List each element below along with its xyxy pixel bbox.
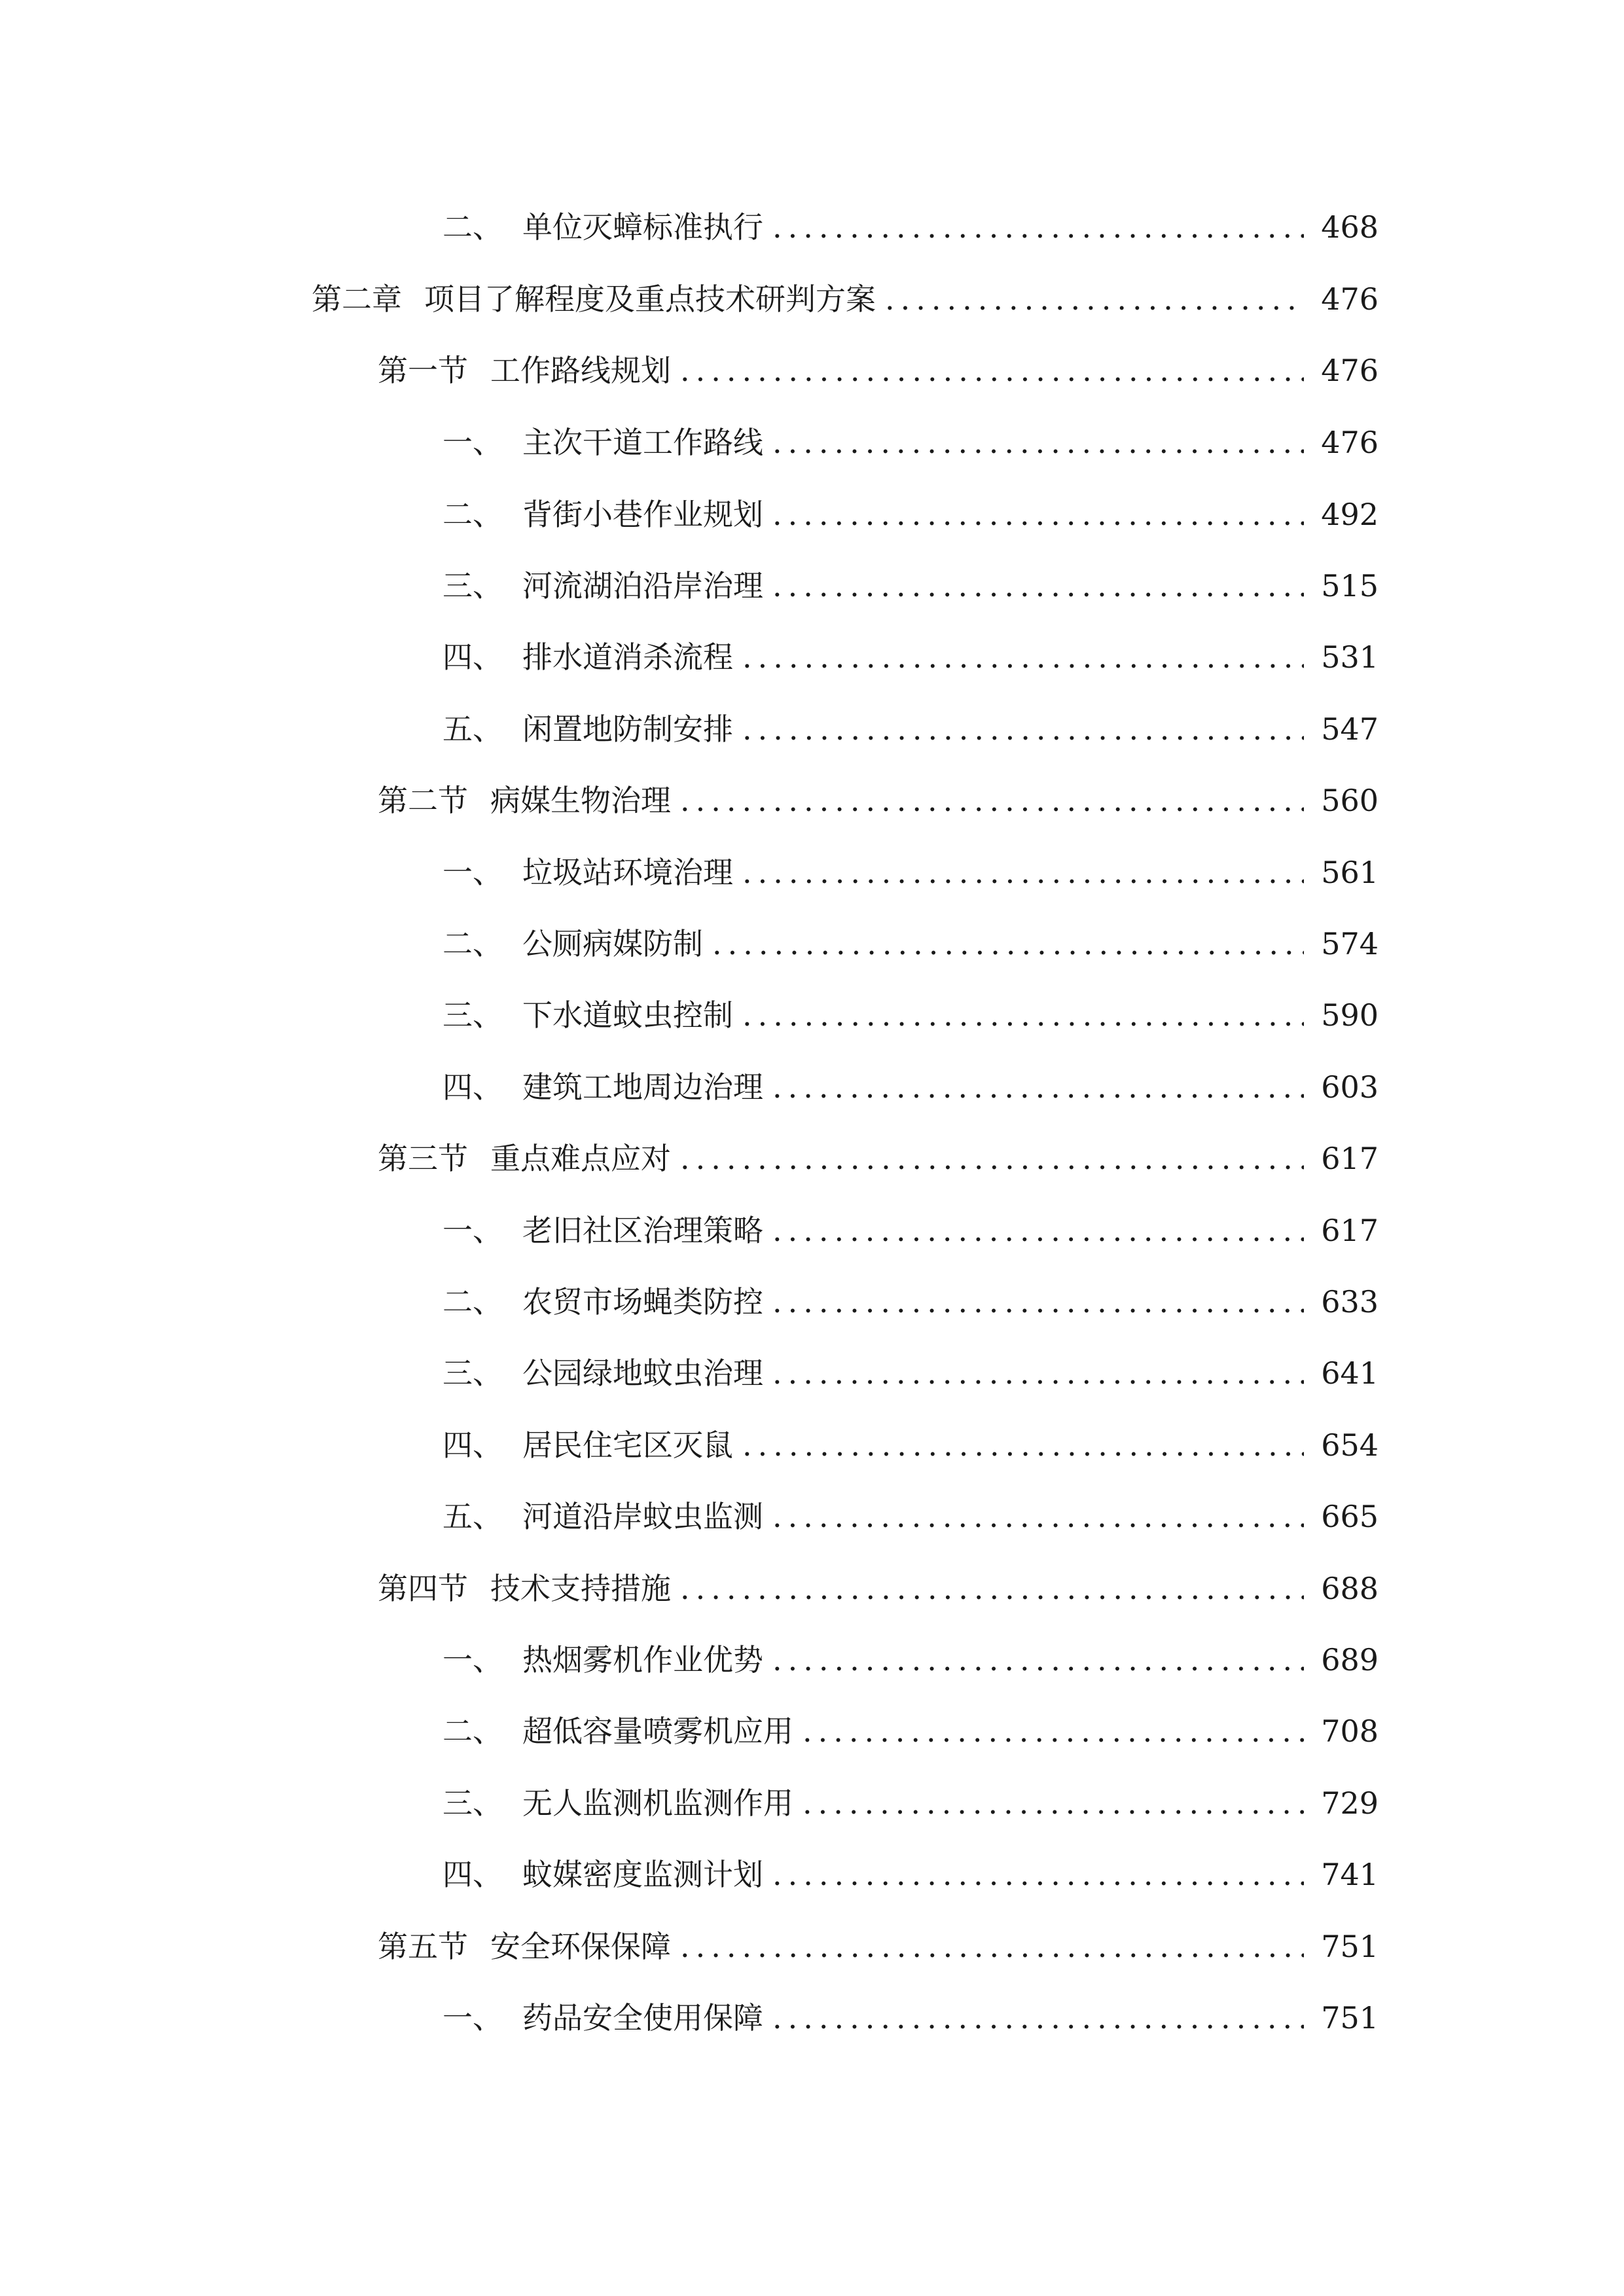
- toc-dot-leader: [885, 273, 1304, 325]
- toc-entry[interactable]: [442, 1705, 1379, 1757]
- toc-entry-page: 547: [1321, 711, 1379, 747]
- toc-entry-title: 主次干道工作路线: [522, 425, 763, 460]
- toc-entry-title: 居民住宅区灭鼠: [522, 1427, 733, 1463]
- toc-entry-number: 五、: [442, 711, 503, 747]
- toc-entry-number: 一、: [442, 855, 503, 890]
- toc-entry-number: 第五节: [378, 1929, 468, 1964]
- toc-entry-number: 三、: [442, 1355, 503, 1391]
- toc-dot-leader: [680, 1132, 1304, 1185]
- toc-entry-title: 安全环保保障: [490, 1929, 671, 1964]
- toc-entry-number: 一、: [442, 2000, 503, 2036]
- toc-entry-page: 476: [1321, 353, 1379, 388]
- toc-entry[interactable]: [442, 1347, 1379, 1399]
- toc-dot-leader: [772, 1347, 1304, 1399]
- toc-entry[interactable]: [442, 1276, 1379, 1328]
- toc-dot-leader: [803, 1777, 1304, 1829]
- toc-dot-leader: [680, 1920, 1304, 1973]
- toc-entry[interactable]: [442, 918, 1379, 970]
- toc-entry-page: 468: [1321, 209, 1379, 245]
- toc-entry[interactable]: [442, 1634, 1379, 1686]
- toc-entry-number: 第一节: [378, 353, 468, 388]
- toc-entry-page: 633: [1321, 1284, 1379, 1319]
- toc-dot-leader: [772, 1490, 1304, 1543]
- toc-entry[interactable]: [378, 1562, 1379, 1615]
- toc-entry-title: 无人监测机监测作用: [522, 1785, 793, 1821]
- toc-dot-leader: [742, 846, 1304, 899]
- toc-entry-number: 二、: [442, 209, 503, 245]
- toc-dot-leader: [772, 201, 1304, 253]
- toc-entry-number: 一、: [442, 1642, 503, 1677]
- toc-entry-number: 二、: [442, 497, 503, 532]
- toc-entry-page: 665: [1321, 1499, 1379, 1534]
- toc-entry-title: 垃圾站环境治理: [522, 855, 733, 890]
- toc-entry-page: 688: [1321, 1571, 1379, 1606]
- toc-entry-number: 第二节: [378, 783, 468, 818]
- toc-entry[interactable]: [378, 344, 1379, 397]
- toc-entry-title: 工作路线规划: [490, 353, 671, 388]
- toc-dot-leader: [772, 1634, 1304, 1686]
- toc-dot-leader: [772, 560, 1304, 612]
- toc-entry-number: 四、: [442, 1427, 503, 1463]
- toc-entry-page: 617: [1321, 1213, 1379, 1248]
- toc-entry[interactable]: [442, 1777, 1379, 1829]
- toc-dot-leader: [742, 631, 1304, 683]
- toc-entry-title: 重点难点应对: [490, 1141, 671, 1176]
- toc-entry[interactable]: [442, 1419, 1379, 1471]
- toc-entry-page: 561: [1321, 855, 1379, 890]
- toc-dot-leader: [803, 1705, 1304, 1757]
- toc-entry-page: 729: [1321, 1785, 1379, 1821]
- toc-entry-number: 三、: [442, 568, 503, 603]
- toc-entry-number: 五、: [442, 1499, 503, 1534]
- toc-entry-title: 公厕病媒防制: [522, 926, 703, 961]
- toc-entry[interactable]: [442, 1061, 1379, 1113]
- toc-entry-page: 617: [1321, 1141, 1379, 1176]
- toc-entry-title: 闲置地防制安排: [522, 711, 733, 747]
- toc-entry-number: 四、: [442, 1857, 503, 1892]
- toc-entry[interactable]: [442, 1992, 1379, 2044]
- toc-entry[interactable]: [442, 1490, 1379, 1543]
- toc-entry-title: 河道沿岸蚊虫监测: [522, 1499, 763, 1534]
- toc-entry-page: 751: [1321, 2000, 1379, 2036]
- toc-entry-page: 751: [1321, 1929, 1379, 1964]
- toc-entry[interactable]: [442, 703, 1379, 755]
- toc-entry[interactable]: [312, 273, 1379, 325]
- toc-entry[interactable]: [442, 846, 1379, 899]
- toc-dot-leader: [772, 1992, 1304, 2044]
- toc-entry[interactable]: [378, 1132, 1379, 1185]
- toc-entry-title: 项目了解程度及重点技术研判方案: [424, 281, 876, 317]
- toc-entry-page: 654: [1321, 1427, 1379, 1463]
- toc-entry-number: 一、: [442, 1213, 503, 1248]
- toc-entry[interactable]: [442, 989, 1379, 1041]
- toc-entry-number: 三、: [442, 1785, 503, 1821]
- toc-entry-page: 574: [1321, 926, 1379, 961]
- toc-entry-title: 药品安全使用保障: [522, 2000, 763, 2036]
- toc-entry-number: 三、: [442, 997, 503, 1033]
- toc-entry-title: 超低容量喷雾机应用: [522, 1713, 793, 1749]
- toc-dot-leader: [772, 488, 1304, 541]
- toc-entry-page: 560: [1321, 783, 1379, 818]
- toc-entry-title: 技术支持措施: [490, 1571, 671, 1606]
- toc-entry-page: 476: [1321, 425, 1379, 460]
- toc-entry-title: 排水道消杀流程: [522, 639, 733, 675]
- toc-entry[interactable]: [378, 1920, 1379, 1973]
- toc-entry-number: 第二章: [312, 281, 402, 317]
- toc-entry-number: 二、: [442, 926, 503, 961]
- toc-entry-number: 二、: [442, 1284, 503, 1319]
- toc-entry-page: 603: [1321, 1069, 1379, 1105]
- toc-entry[interactable]: [442, 1204, 1379, 1257]
- toc-entry-title: 建筑工地周边治理: [522, 1069, 763, 1105]
- toc-entry-title: 蚊媒密度监测计划: [522, 1857, 763, 1892]
- toc-entry[interactable]: [442, 416, 1379, 469]
- toc-entry-page: 476: [1321, 281, 1379, 317]
- toc-entry[interactable]: [442, 1848, 1379, 1901]
- toc-entry-title: 老旧社区治理策略: [522, 1213, 763, 1248]
- toc-entry-number: 四、: [442, 1069, 503, 1105]
- toc-entry-title: 单位灭蟑标准执行: [522, 209, 763, 245]
- toc-entry-number: 四、: [442, 639, 503, 675]
- toc-entry-title: 背街小巷作业规划: [522, 497, 763, 532]
- toc-entry[interactable]: [378, 774, 1379, 827]
- toc-entry-number: 第三节: [378, 1141, 468, 1176]
- toc-dot-leader: [680, 774, 1304, 827]
- toc-dot-leader: [772, 1848, 1304, 1901]
- toc-entry-page: 590: [1321, 997, 1379, 1033]
- toc-entry-page: 641: [1321, 1355, 1379, 1391]
- toc-entry-title: 公园绿地蚊虫治理: [522, 1355, 763, 1391]
- toc-entry-page: 708: [1321, 1713, 1379, 1749]
- toc-dot-leader: [680, 344, 1304, 397]
- toc-entry[interactable]: [442, 488, 1379, 541]
- toc-dot-leader: [772, 1204, 1304, 1257]
- toc-entry-title: 农贸市场蝇类防控: [522, 1284, 763, 1319]
- toc-dot-leader: [742, 989, 1304, 1041]
- toc-dot-leader: [772, 1061, 1304, 1113]
- toc-entry-page: 515: [1321, 568, 1379, 603]
- toc-entry-title: 下水道蚊虫控制: [522, 997, 733, 1033]
- toc-entry[interactable]: [442, 201, 1379, 253]
- toc-entry-title: 病媒生物治理: [490, 783, 671, 818]
- toc-entry-number: 第四节: [378, 1571, 468, 1606]
- toc-dot-leader: [742, 1419, 1304, 1471]
- toc-entry[interactable]: [442, 560, 1379, 612]
- toc-entry-page: 531: [1321, 639, 1379, 675]
- toc-dot-leader: [772, 1276, 1304, 1328]
- toc-entry-page: 741: [1321, 1857, 1379, 1892]
- toc-dot-leader: [680, 1562, 1304, 1615]
- toc-entry-title: 河流湖泊沿岸治理: [522, 568, 763, 603]
- toc-entry-title: 热烟雾机作业优势: [522, 1642, 763, 1677]
- toc-dot-leader: [772, 416, 1304, 469]
- toc-dot-leader: [742, 703, 1304, 755]
- toc-entry[interactable]: [442, 631, 1379, 683]
- toc-entry-number: 二、: [442, 1713, 503, 1749]
- toc-entry-number: 一、: [442, 425, 503, 460]
- toc-entry-page: 492: [1321, 497, 1379, 532]
- toc-dot-leader: [712, 918, 1304, 970]
- toc-entry-page: 689: [1321, 1642, 1379, 1677]
